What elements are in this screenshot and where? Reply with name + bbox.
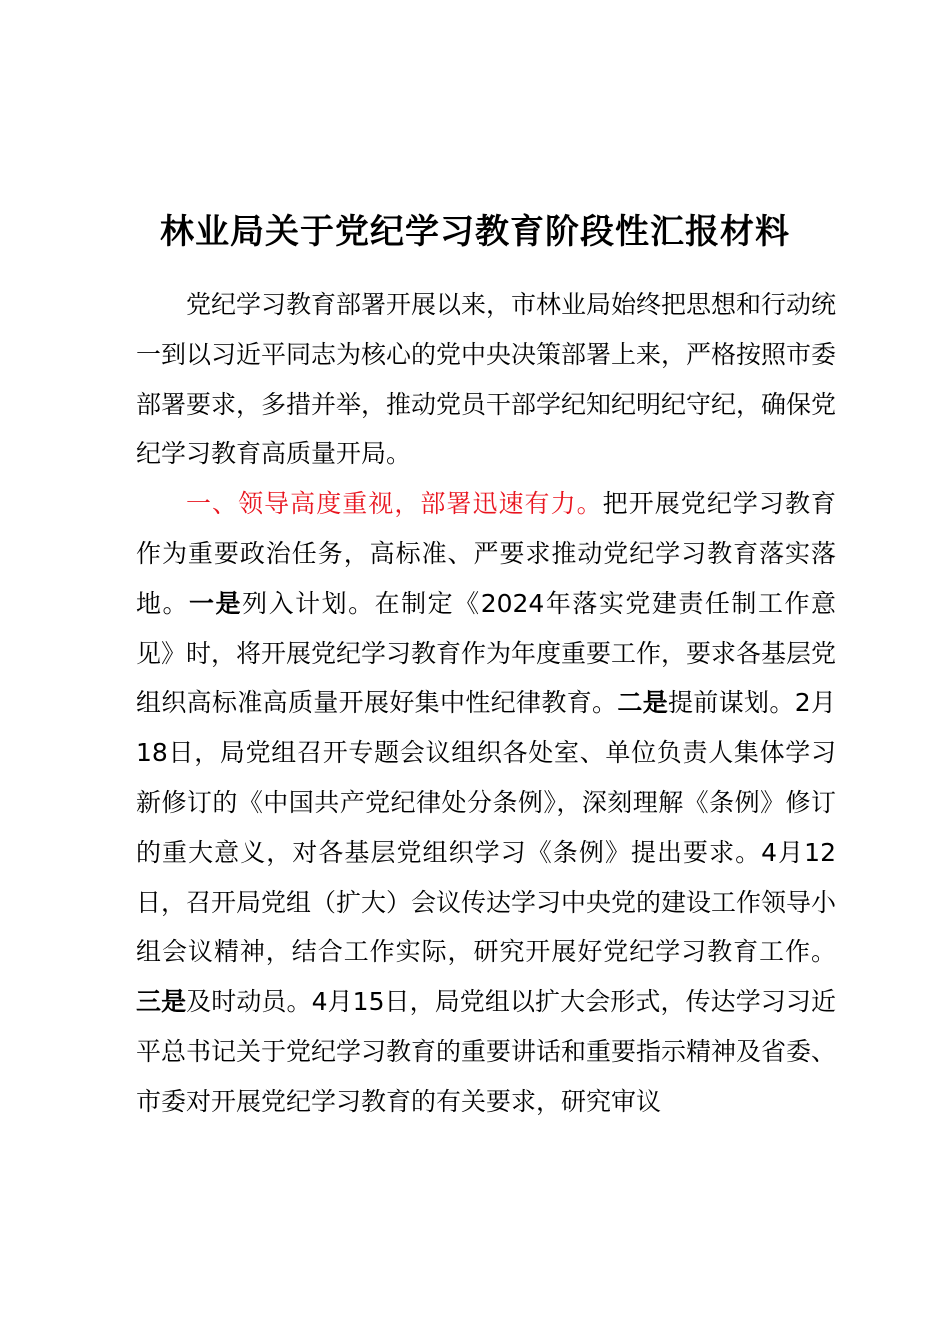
item-label-1: 一是 xyxy=(189,588,243,618)
section-heading: 一、领导高度重视，部署迅速有力。 xyxy=(186,489,603,519)
item-text-2: 提前谋划。2月18日，局党组召开专题会议组织各处室、单位负责人集体学习新修订的《中国共产党纪律处分条例》，深刻理解《条例》修订的重大意义，对各基层党组织学习《条例》提出要求。4月12日，召开局党组（扩大）会议传达学习中央党的建设工作领导小组会议精神，结合工作实际，研究开展好党纪学习教育工作。 xyxy=(136,688,837,967)
item-text-3: 及时动员。4月15日，局党组以扩大会形式，传达学习习近平总书记关于党纪学习教育的重要讲话和重要指示精神及省委、市委对开展党纪学习教育的有关要求，研究审议 xyxy=(136,987,837,1116)
item-text-1: 列入计划。在制定《2024年落实党建责任制工作意见》时，将开展党纪学习教育作为年度重要工作，要求各基层党组织高标准高质量开展好集中性纪律教育。 xyxy=(136,588,837,718)
section-intro-text: 把开展党纪学习教育作为重要政治任务，高标准、严要求推动党纪学习教育落实落地。 xyxy=(136,489,836,618)
item-label-2: 二是 xyxy=(617,688,669,718)
document-title: 林业局关于党纪学习教育阶段性汇报材料 xyxy=(160,212,790,252)
intro-text: 党纪学习教育部署开展以来，市林业局始终把思想和行动统一到以习近平同志为核心的党中央决策部署上来，严格按照市委部署要求，多措并举，推动党员干部学纪知纪明纪守纪，确保党纪学习教育高质量开局。 xyxy=(136,290,837,469)
item-label-3: 三是 xyxy=(136,987,187,1017)
document-body xyxy=(136,280,836,1127)
section-one-paragraph xyxy=(136,479,836,1126)
intro-paragraph xyxy=(136,280,836,479)
